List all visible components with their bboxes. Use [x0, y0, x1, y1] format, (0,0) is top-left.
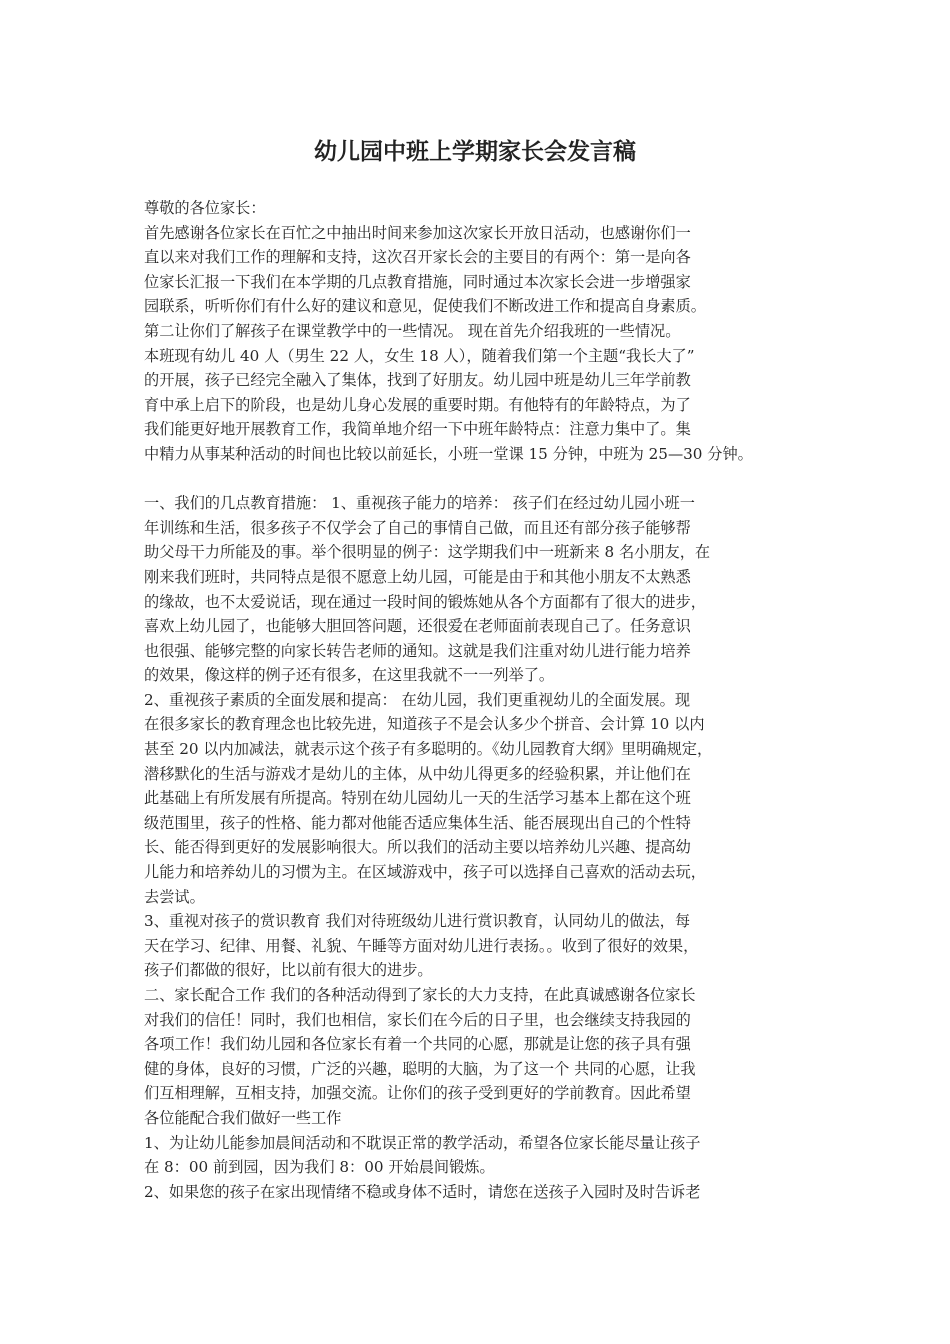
text-line: 去尝试。 — [144, 887, 205, 906]
text-line: 各位能配合我们做好一些工作 — [144, 1108, 342, 1127]
text-line: 的效果，像这样的例子还有很多，在这里我就不一一列举了。 — [144, 666, 555, 685]
text-line: 2、如果您的孩子在家出现情绪不稳或身体不适时，请您在送孩子入园时及时告诉老 — [144, 1182, 701, 1201]
text-line: 位家长汇报一下我们在本学期的几点教育措施，同时通过本次家长会进一步增强家 — [144, 272, 691, 291]
text-line: 甚至 20 以内加减法，就表示这个孩子有多聪明的。《幼儿园教育大纲》里明确规定， — [144, 740, 713, 759]
text-line: 级范围里，孩子的性格、能力都对他能否适应集体生活、能否展现出自己的个性特 — [144, 813, 691, 832]
text-line: 3、重视对孩子的赏识教育 我们对待班级幼儿进行赏识教育，认同幼儿的做法，每 — [144, 912, 691, 931]
text-line: 天在学习、纪律、用餐、礼貌、午睡等方面对幼儿进行表扬。。收到了很好的效果， — [144, 936, 699, 955]
text-line: 2、重视孩子素质的全面发展和提高： 在幼儿园，我们更重视幼儿的全面发展。现 — [144, 690, 691, 709]
blank-line — [144, 467, 824, 492]
text-line: 长、能否得到更好的发展影响很大。所以我们的活动主要以培养幼儿兴趣、提高幼 — [144, 838, 691, 857]
text-line: 喜欢上幼儿园了，也能够大胆回答问题，还很爱在老师面前表现自己了。任务意识 — [144, 617, 691, 636]
text-line: 二、家长配合工作 我们的各种活动得到了家长的大力支持，在此真诚感谢各位家长 — [144, 986, 696, 1004]
text-line: 的缘故，也不太爱说话，现在通过一段时间的锻炼她从各个方面都有了很大的进步， — [144, 592, 706, 611]
text-line: 在很多家长的教育理念也比较先进，知道孩子不是会认多少个拼音、会计算 10 以内 — [144, 715, 705, 734]
text-line: 潜移默化的生活与游戏才是幼儿的主体，从中幼儿得更多的经验积累，并让他们在 — [144, 764, 691, 783]
text-line: 直以来对我们工作的理解和支持，这次召开家长会的主要目的有两个：第一是向各 — [144, 248, 691, 267]
text-line: 育中承上启下的阶段，也是幼儿身心发展的重要时期。有他特有的年龄特点，为了 — [144, 395, 691, 414]
text-line: 儿能力和培养幼儿的习惯为主。在区域游戏中，孩子可以选择自己喜欢的活动去玩， — [144, 863, 706, 882]
text-line: 孩子们都做的很好，比以前有很大的进步。 — [144, 961, 433, 980]
text-line: 也很强、能够完整的向家长转告老师的通知。这就是我们注重对幼儿进行能力培养 — [144, 641, 691, 660]
text-line: 健的身体，良好的习惯，广泛的兴趣，聪明的大脑，为了这一个 共同的心愿，让我 — [144, 1059, 696, 1078]
text-line: 刚来我们班时，共同特点是很不愿意上幼儿园，可能是由于和其他小朋友不太熟悉 — [144, 567, 691, 586]
text-line: 在 8：00 前到园，因为我们 8：00 开始晨间锻炼。 — [144, 1158, 495, 1177]
text-line: 园联系，听听你们有什么好的建议和意见，促使我们不断改进工作和提高自身素质。 — [144, 297, 706, 316]
text-line: 的开展，孩子已经完全融入了集体，找到了好朋友。幼儿园中班是幼儿三年学前教 — [144, 371, 691, 390]
text-line: 本班现有幼儿 40 人（男生 22 人，女生 18 人），随着我们第一个主题“我长大了” — [144, 346, 695, 365]
text-line: 尊敬的各位家长： — [144, 199, 266, 217]
text-line: 各项工作！我们幼儿园和各位家长有着一个共同的心愿，那就是让您的孩子具有强 — [144, 1035, 691, 1054]
text-line: 此基础上有所发展有所提高。特别在幼儿园幼儿一天的生活学习基本上都在这个班 — [144, 789, 691, 808]
text-line: 们互相理解，互相支持，加强交流。让你们的孩子受到更好的学前教育。因此希望 — [144, 1084, 691, 1103]
text-line: 对我们的信任！同时，我们也相信，家长们在今后的日子里，也会继续支持我园的 — [144, 1010, 691, 1029]
text-line: 一、我们的几点教育措施： 1、重视孩子能力的培养： 孩子们在经过幼儿园小班一 — [144, 494, 695, 513]
document-body — [144, 196, 824, 1204]
text-line: 首先感谢各位家长在百忙之中抽出时间来参加这次家长开放日活动，也感谢你们一 — [144, 223, 691, 242]
text-line: 我们能更好地开展教育工作，我简单地介绍一下中班年龄特点：注意力集中了。集 — [144, 420, 691, 439]
page-title: 幼儿园中班上学期家长会发言稿 — [314, 139, 636, 165]
text-line: 中精力从事某种活动的时间也比较以前延长，小班一堂课 15 分钟，中班为 25—30 分钟。 — [144, 444, 753, 463]
text-line: 1、为让幼儿能参加晨间活动和不耽误正常的教学活动，希望各位家长能尽量让孩子 — [144, 1133, 701, 1152]
text-line: 助父母干力所能及的事。举个很明显的例子：这学期我们中一班新来 8 名小朋友，在 — [144, 543, 711, 562]
text-line: 第二让你们了解孩子在课堂教学中的一些情况。 现在首先介绍我班的一些情况。 — [144, 321, 681, 340]
text-line: 年训练和生活，很多孩子不仅学会了自己的事情自己做，而且还有部分孩子能够帮 — [144, 518, 691, 537]
